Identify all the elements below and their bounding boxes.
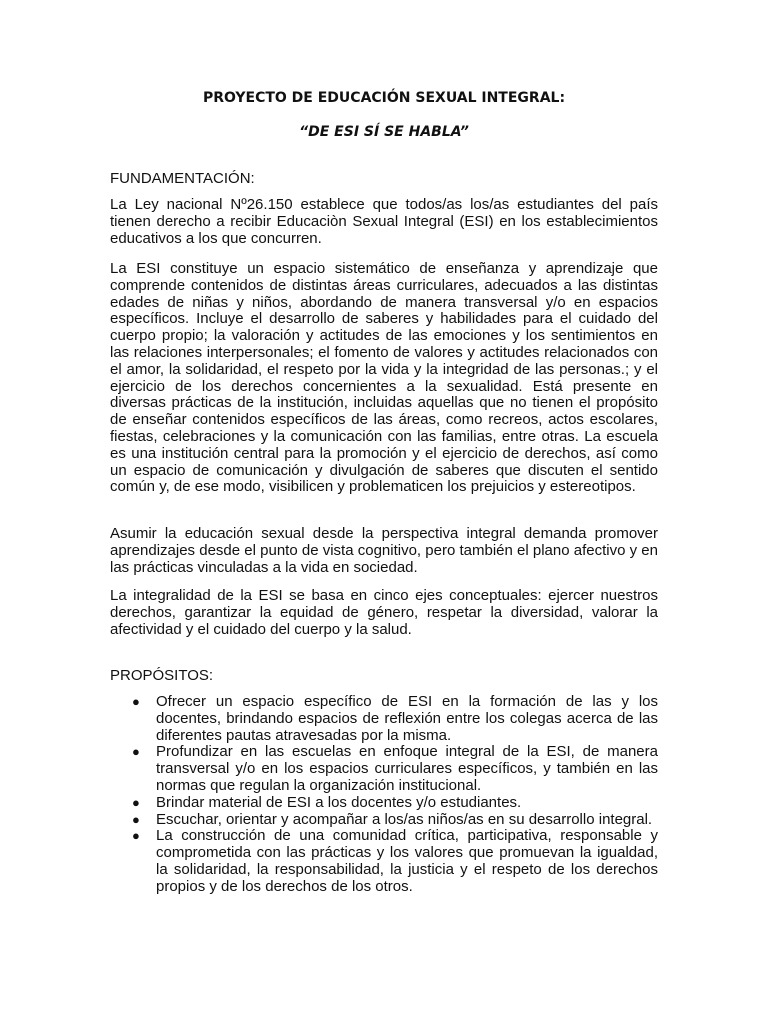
list-item: [110, 694, 658, 744]
propositos-list: [110, 694, 658, 896]
list-item-text: Profundizar en las escuelas en enfoque integral de la ESI, de manera transversal y/o en los espacios curriculares específicos, y también en las normas que regulan la organización institucional.: [156, 743, 658, 794]
bullet-icon: ●: [132, 694, 140, 709]
bullet-icon: ●: [132, 811, 140, 827]
list-item: [110, 828, 658, 895]
paragraph-4: La integralidad de la ESI se basa en cinco ejes conceptuales: ejercer nuestros derechos, garantizar la equidad de género, respetar la diversidad, valorar la afectividad y el cuidado del cuerpo y la salud.: [110, 587, 658, 638]
bullet-icon: ●: [132, 744, 140, 760]
list-item: [110, 795, 658, 812]
bullet-icon: ●: [132, 794, 140, 810]
document-subtitle: “DE ESI SÍ SE HABLA”: [299, 124, 469, 140]
bullet-icon: ●: [132, 828, 140, 844]
list-item: [110, 812, 658, 829]
paragraph-2: La ESI constituye un espacio sistemático de enseñanza y aprendizaje que comprende contenidos de distintas áreas curriculares, adecuados a las distintas edades de niñas y niños, abordando de manera transversal y/o en espacios específicos. Incluye el desarrollo de saberes y habilidades para el cuidado del cuerpo propio; la valoración y actitudes de las emociones y los sentimientos en las relaciones interpersonales; el fomento de valores y actitudes relacionados con el amor, la solidaridad, el respeto por la vida y la integridad de las personas.; y el ejercicio de los derechos concernientes a la sexualidad. Está presente en diversas prácticas de la institución, incluidas aquellas que no tienen el propósito de enseñar contenidos específicos de las áreas, como recreos, actos escolares, fiestas, celebraciones y la comunicación con las familias, entre otras. La escuela es una institución central para la promoción y el ejercicio de derechos, así como un espacio de comunicación y divulgación de saberes que discuten el sentido común y, de ese modo, visibilicen y problematicen los prejuicios y estereotipos.: [110, 260, 658, 496]
list-item-text: Brindar material de ESI a los docentes y/o estudiantes.: [156, 793, 522, 811]
list-item-text: Ofrecer un espacio específico de ESI en la formación de las y los docentes, brindando espacios de reflexión entre los colegas acerca de las diferentes pautas atravesadas por la misma.: [156, 693, 658, 744]
paragraph-3: Asumir la educación sexual desde la perspectiva integral demanda promover aprendizajes desde el punto de vista cognitivo, pero también el plano afectivo y en las prácticas vinculadas a la vida en sociedad.: [110, 525, 658, 576]
paragraph-1: La Ley nacional Nº26.150 establece que todos/as los/as estudiantes del país tienen derecho a recibir Educaciòn Sexual Integral (ESI) en los establecimientos educativos a los que concurren.: [110, 196, 658, 247]
list-item: [110, 744, 658, 794]
section-heading-fundamentacion: FUNDAMENTACIÓN:: [110, 170, 255, 187]
list-item-text: La construcción de una comunidad crítica, participativa, responsable y comprometida con las prácticas y los valores que promuevan la igualdad, la solidaridad, la responsabilidad, la justicia y el respeto de los derechos propios y de los derechos de los otros.: [156, 827, 658, 895]
document-title: PROYECTO DE EDUCACIÓN SEXUAL INTEGRAL:: [202, 90, 566, 106]
section-heading-propositos: PROPÓSITOS:: [110, 667, 214, 684]
list-item-text: Escuchar, orientar y acompañar a los/as niños/as en su desarrollo integral.: [156, 810, 653, 828]
